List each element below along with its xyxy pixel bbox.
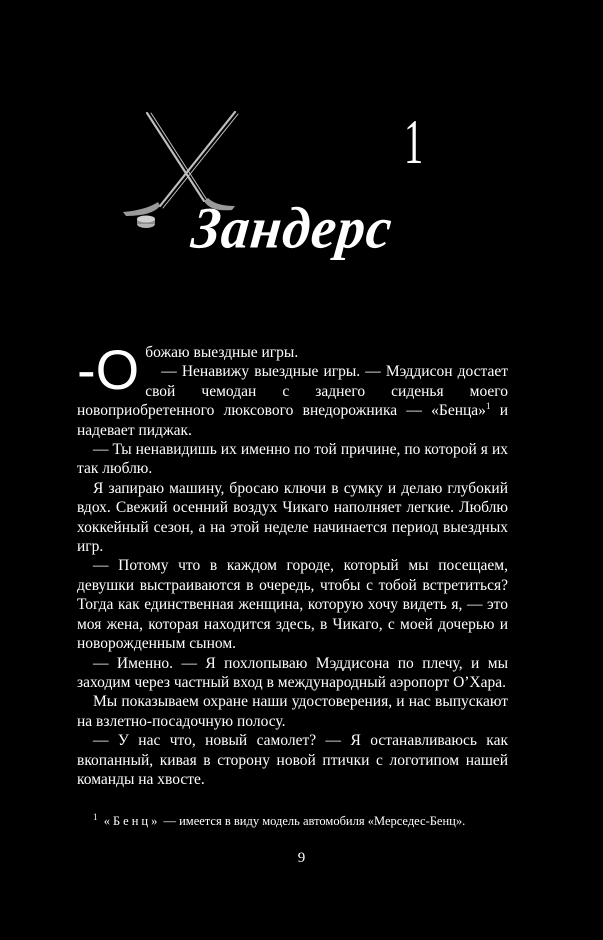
- footnote-reference: 1: [485, 401, 491, 412]
- page-number: 9: [297, 850, 306, 866]
- paragraph-5: — Потому что в каждом городе, который мы посещаем, девушки выстраиваются в очередь, чтобы с тобой встретиться? Тогда как единственная женщина, которую хочу видеть я, — это моя жена, которая находится здесь, в Чикаго, с моей дочерью и новорожденным сыном.: [77, 557, 508, 653]
- paragraph-2: [77, 362, 508, 440]
- chapter-title: Зандерс: [188, 196, 396, 262]
- paragraph-1-text: божаю выездные игры.: [145, 344, 299, 361]
- footnote-text: — имеется в виду модель автомобиля «Мерседес-Бенц».: [160, 814, 466, 828]
- paragraph-8: — У нас что, новый самолет? — Я останавливаюсь как вкопанный, кивая в сторону новой птички с логотипом нашей команды на хвосте.: [77, 732, 508, 788]
- paragraph-6: — Именно. — Я похлопываю Мэддисона по плечу, и мы заходим через частный вход в международный аэропорт О’Хара.: [77, 654, 508, 691]
- body-text: [77, 338, 508, 789]
- footnote-mark: 1: [93, 811, 98, 822]
- footnote-term: «Бенц»: [103, 814, 161, 828]
- paragraph-2-text-a: — Ненавижу выездные игры. — Мэддисон достает свой чемодан с заднего сиденья моего новоприобретенного люксового внедорожника — «Бенца»: [77, 363, 508, 420]
- footnote: [77, 813, 508, 829]
- paragraph-2-text-b: и надевает пиджак.: [77, 402, 508, 439]
- paragraph-7: Мы показываем охране наши удостоверения, и нас выпускают на взлетно-посадочную полосу.: [77, 693, 508, 730]
- paragraph-4: Я запираю машину, бросаю ключи в сумку и делаю глубокий вдох. Свежий осенний воздух Чикаго наполняет легкие. Люблю хоккейный сезон, а на этой неделе начинается период выездных игр.: [77, 479, 508, 556]
- chapter-number: 1: [404, 106, 424, 177]
- drop-cap: -О: [77, 338, 140, 401]
- paragraph-3: — Ты ненавидишь их именно по той причине, по которой я их так люблю.: [77, 441, 508, 478]
